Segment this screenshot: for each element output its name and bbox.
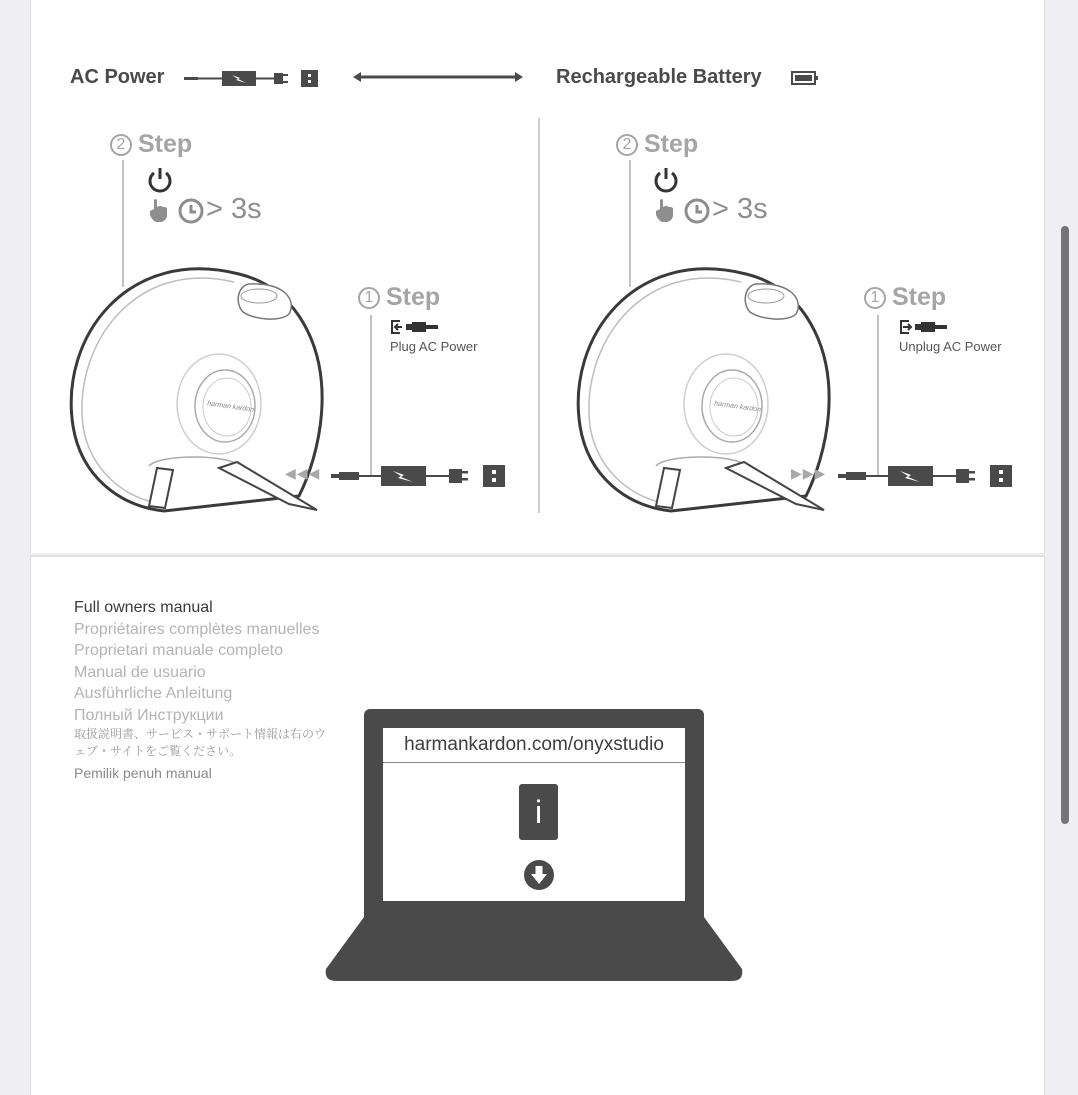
manual-line: Proprietari manuale completo (74, 642, 283, 659)
plug-in-icon (390, 319, 440, 335)
power-icon (146, 166, 174, 194)
download-icon[interactable] (523, 859, 555, 891)
laptop-illustration (324, 709, 744, 984)
double-arrow-icon (353, 70, 523, 84)
left-step1-heading (358, 283, 440, 312)
manual-line: Manual de usuario (74, 663, 206, 681)
leader-line (370, 315, 372, 477)
hold-duration: > 3s (206, 193, 262, 225)
step-label: Step (892, 283, 947, 311)
battery-icon (791, 70, 819, 86)
manual-line: Pemilik penuh manual (74, 765, 212, 781)
unplug-icon (899, 319, 949, 335)
panel-divider (538, 118, 540, 513)
hold-duration: > 3s (712, 193, 768, 225)
right-step2-heading (616, 130, 698, 159)
rechargeable-battery-heading: Rechargeable Battery (556, 66, 762, 88)
step-label: Step (386, 283, 441, 311)
laptop-base (324, 917, 744, 983)
step-number-badge: 1 (358, 287, 380, 309)
unplug-ac-power-label: Unplug AC Power (899, 339, 1002, 354)
clock-icon (683, 197, 711, 225)
manual-language-list (74, 597, 326, 785)
power-adapter-icon (331, 463, 511, 489)
quick-start-page (30, 0, 1045, 553)
svg-text:harman kardon: harman kardon (206, 400, 255, 414)
manual-line: Propriétaires complètes manuelles (74, 620, 320, 638)
hand-press-icon (146, 197, 174, 225)
manual-line: Полный Инструкции (74, 706, 224, 724)
step-number-badge: 1 (864, 287, 886, 309)
step-label: Step (138, 130, 193, 158)
hand-press-icon (652, 197, 680, 225)
clock-icon (177, 197, 205, 225)
manual-line: Ausführliche Anleitung (74, 685, 233, 702)
power-adapter-icon (184, 68, 320, 88)
ac-power-heading: AC Power (70, 66, 165, 88)
svg-text:harman kardon: harman kardon (713, 400, 762, 414)
info-icon: i (519, 784, 558, 840)
leader-line (877, 315, 879, 477)
manual-url-link[interactable]: harmankardon.com/onyxstudio (404, 734, 664, 755)
left-step2-heading (110, 130, 192, 159)
manual-line-jp: 取扱説明書、サービス・サポート情報は右のウ (74, 727, 327, 741)
step-label: Step (644, 130, 699, 158)
url-bar-divider (383, 762, 685, 763)
unplug-direction-arrows: ▶▶▶ (791, 466, 827, 482)
plug-direction-arrows: ◀◀◀ (285, 466, 321, 482)
plug-ac-power-label: Plug AC Power (390, 339, 478, 354)
scrollbar-thumb[interactable] (1061, 226, 1069, 824)
laptop-screen (383, 728, 685, 901)
right-step1-heading (864, 283, 946, 312)
power-adapter-icon (838, 463, 1018, 489)
power-icon (652, 166, 680, 194)
manual-line-jp: ェブ・サイトをご覧ください。 (74, 744, 242, 758)
step-number-badge: 2 (616, 134, 638, 156)
step-number-badge: 2 (110, 134, 132, 156)
manual-line: Full owners manual (74, 599, 213, 616)
manual-download-page (30, 555, 1045, 1095)
